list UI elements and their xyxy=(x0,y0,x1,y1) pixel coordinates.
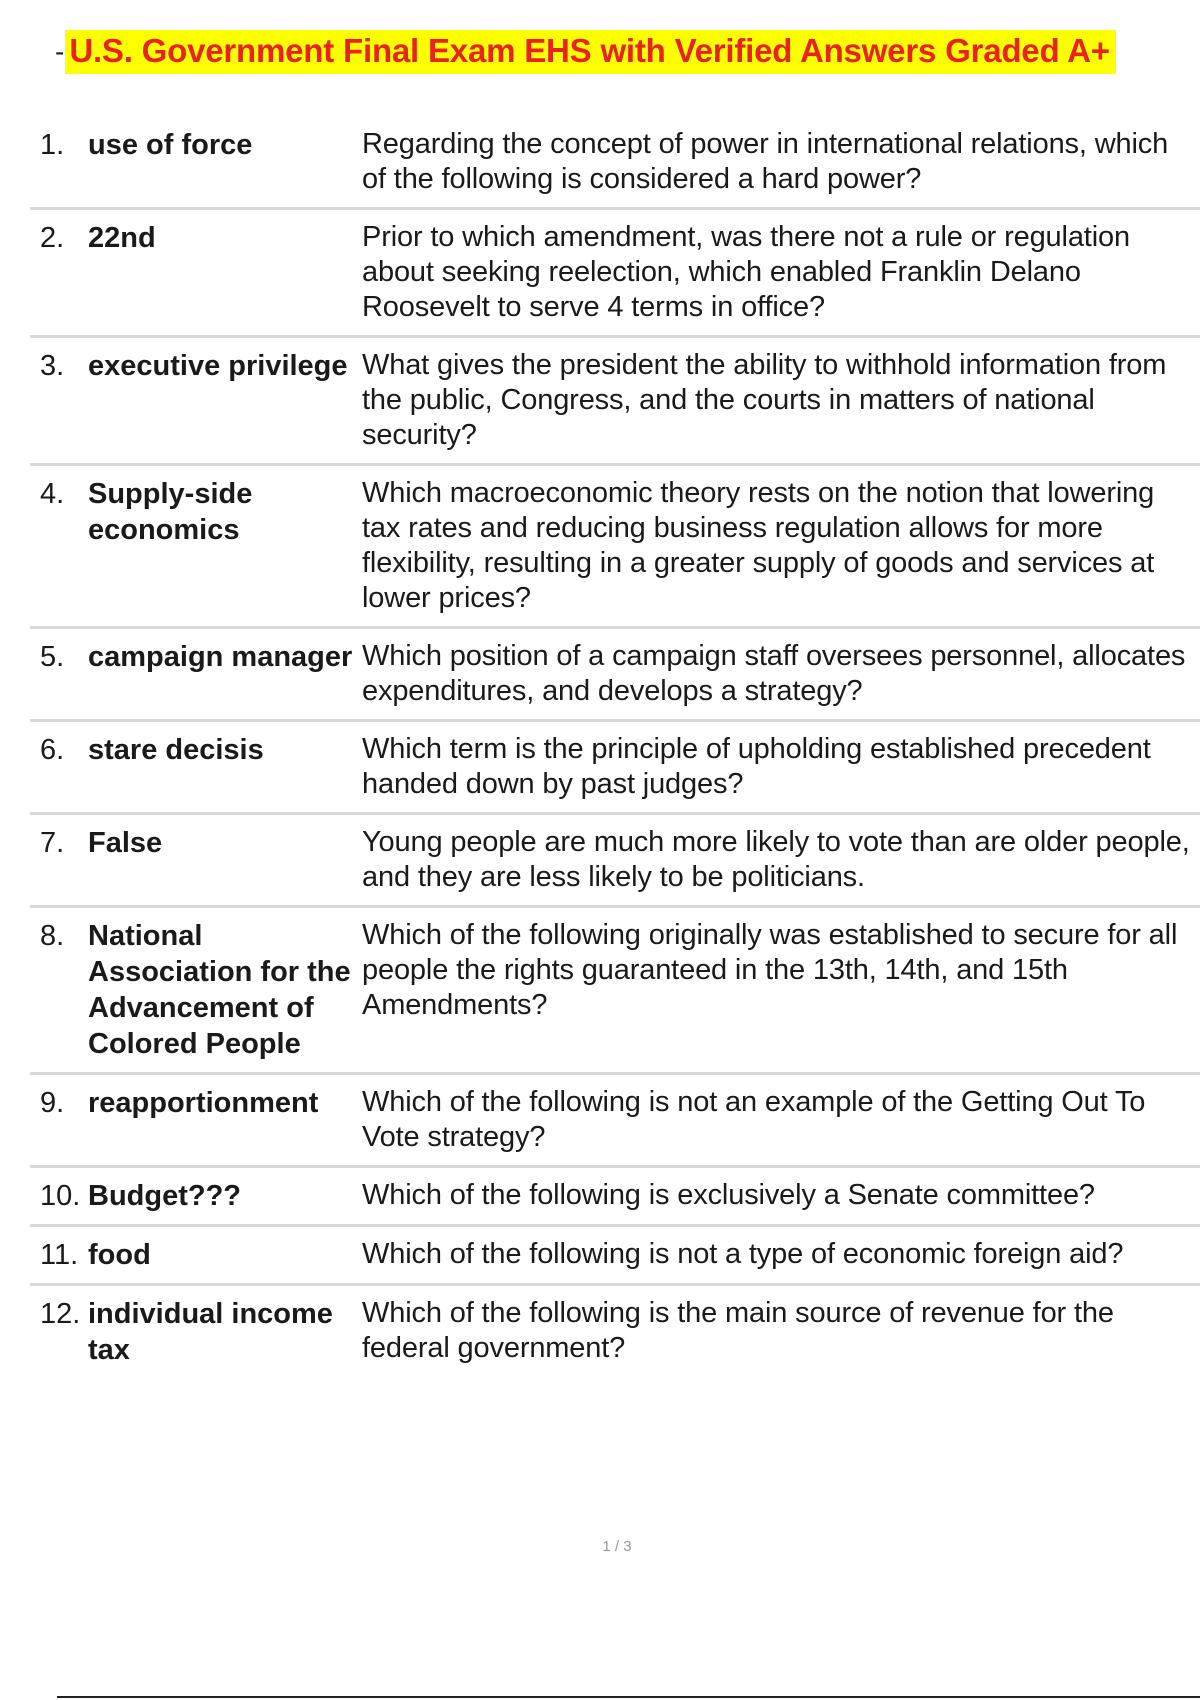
question-text: Which position of a campaign staff oversees personnel, allocates expenditures, and develops a strategy? xyxy=(362,640,1186,707)
answer-term: stare decisis xyxy=(88,734,264,766)
answer-term: executive privilege xyxy=(88,350,348,382)
item-number: 11. xyxy=(40,1239,79,1271)
table-row xyxy=(30,117,1200,210)
header-dash: - xyxy=(55,36,65,67)
answer-term: reapportionment xyxy=(88,1087,319,1119)
question-text: Which of the following is exclusively a Senate committee? xyxy=(362,1179,1095,1211)
question-text: Which macroeconomic theory rests on the notion that lowering tax rates and reducing business regulation allows for more flexibility, resulting in a greater supply of goods and services at lower prices? xyxy=(362,477,1155,614)
table-row xyxy=(30,1227,1200,1286)
table-row xyxy=(30,815,1200,908)
question-text: Which of the following is not an example of the Getting Out To Vote strategy? xyxy=(362,1086,1146,1153)
answer-term: False xyxy=(88,827,163,859)
question-text: Prior to which amendment, was there not a rule or regulation about seeking reelection, which enabled Franklin Delano Roosevelt to serve 4 terms in office? xyxy=(362,221,1130,323)
table-row xyxy=(30,629,1200,722)
answer-term: Supply-side economics xyxy=(88,478,253,546)
table-row xyxy=(30,722,1200,815)
item-number: 6. xyxy=(40,734,65,766)
answer-term: food xyxy=(88,1239,151,1271)
question-text: Which of the following is not a type of economic foreign aid? xyxy=(362,1238,1124,1270)
qa-table xyxy=(30,117,1200,1378)
question-text: Young people are much more likely to vote than are older people, and they are less likely to be politicians. xyxy=(362,826,1190,893)
answer-term: Budget??? xyxy=(88,1180,242,1212)
question-text: Which of the following is the main source of revenue for the federal government? xyxy=(362,1297,1114,1364)
footer-divider xyxy=(57,1696,1200,1698)
page-title: U.S. Government Final Exam EHS with Verified Answers Graded A+ xyxy=(65,30,1116,74)
page-header xyxy=(55,30,1116,74)
question-text: Which term is the principle of upholding established precedent handed down by past judges? xyxy=(362,733,1151,800)
question-text: Regarding the concept of power in international relations, which of the following is considered a hard power? xyxy=(362,128,1169,195)
answer-term: National Association for the Advancement of Colored People xyxy=(88,920,351,1060)
table-row xyxy=(30,1168,1200,1227)
table-row xyxy=(30,338,1200,466)
item-number: 5. xyxy=(40,641,65,673)
item-number: 9. xyxy=(40,1087,65,1119)
table-row xyxy=(30,1286,1200,1378)
item-number: 3. xyxy=(40,350,65,382)
item-number: 2. xyxy=(40,222,65,254)
question-text: Which of the following originally was established to secure for all people the rights guaranteed in the 13th, 14th, and 15th Amendments? xyxy=(362,919,1178,1021)
item-number: 8. xyxy=(40,920,65,952)
item-number: 1. xyxy=(40,129,65,161)
answer-term: 22nd xyxy=(88,222,156,254)
answer-term: campaign manager xyxy=(88,641,353,673)
item-number: 10. xyxy=(40,1180,81,1212)
page-number: 1 / 3 xyxy=(602,1538,632,1555)
item-number: 4. xyxy=(40,478,65,510)
table-row xyxy=(30,1075,1200,1168)
item-number: 7. xyxy=(40,827,65,859)
question-text: What gives the president the ability to withhold information from the public, Congress, and the courts in matters of national security? xyxy=(362,349,1167,451)
table-row xyxy=(30,210,1200,338)
table-row xyxy=(30,466,1200,629)
answer-term: use of force xyxy=(88,129,253,161)
item-number: 12. xyxy=(40,1298,81,1330)
answer-term: individual income tax xyxy=(88,1298,333,1366)
table-row xyxy=(30,908,1200,1075)
